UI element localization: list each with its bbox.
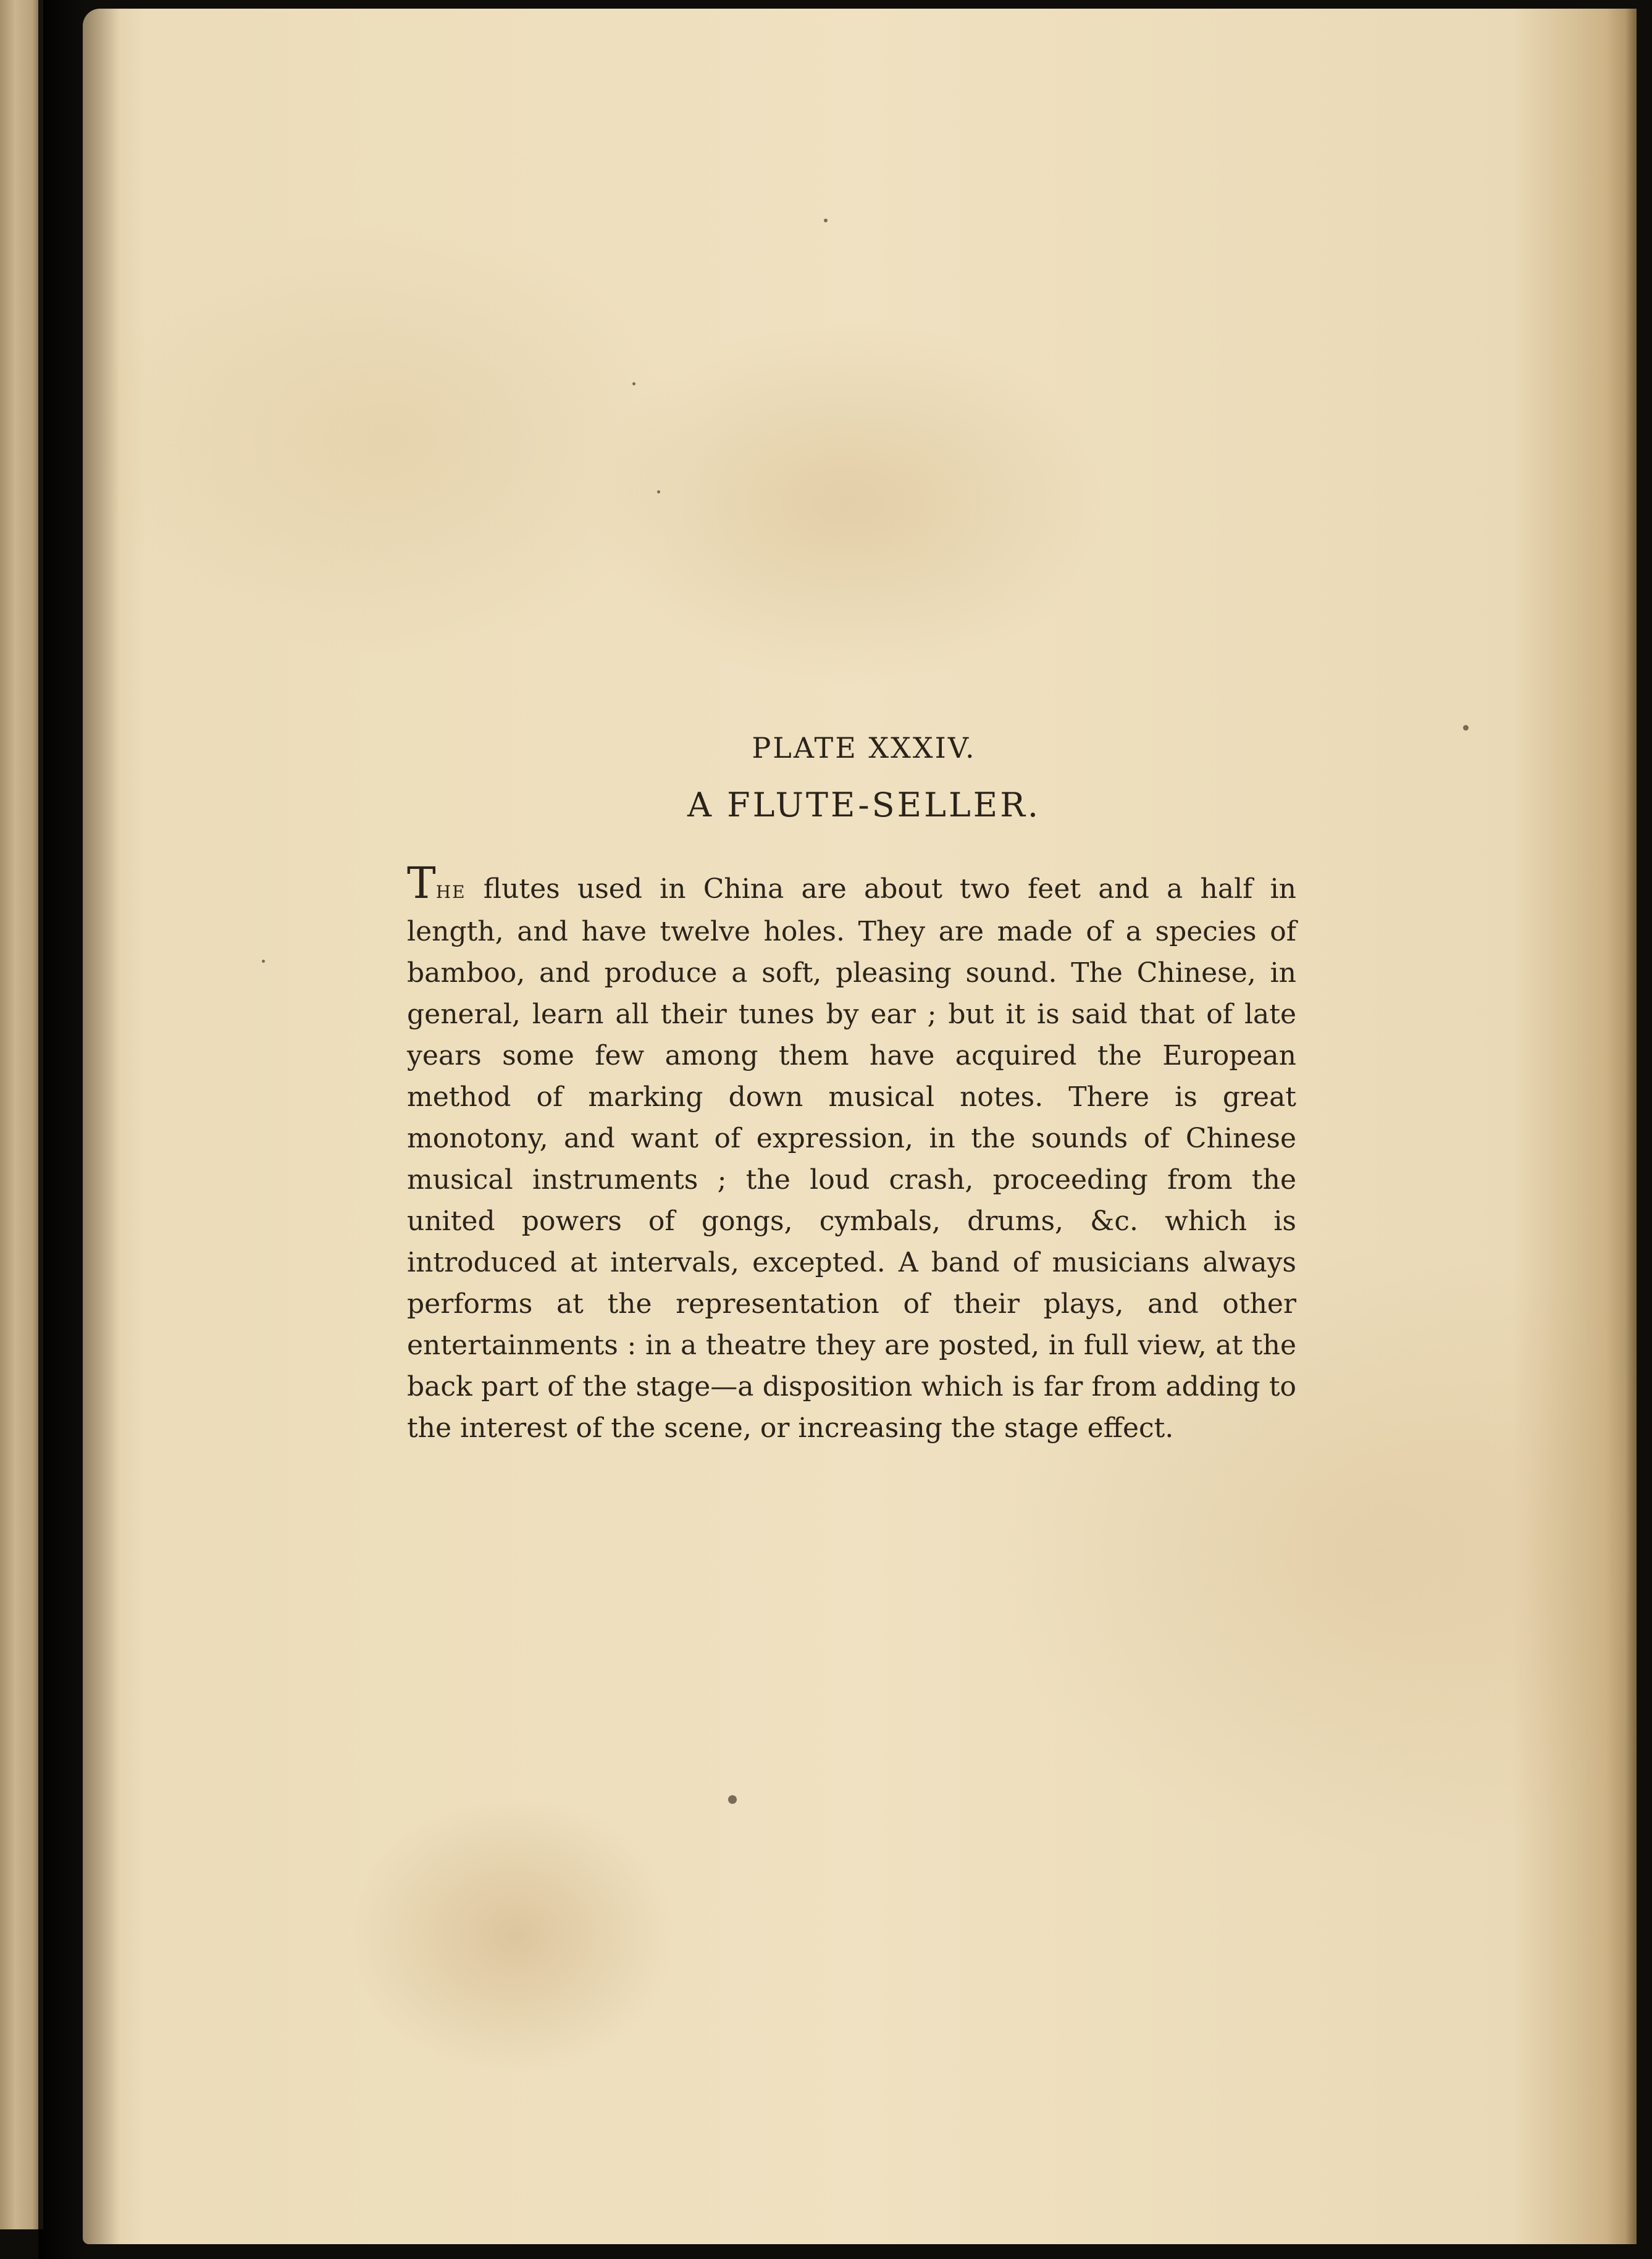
paper-speck	[824, 219, 828, 222]
paper-speck	[632, 382, 635, 385]
plate-title: PLATE XXXIV.	[752, 731, 976, 765]
paper-speck	[728, 1795, 737, 1804]
paper-speck	[262, 960, 265, 963]
facing-page-edge	[0, 0, 43, 2229]
body-text: flutes used in China are about two feet and a half in length, and have twelve holes. They are made of a species of bamboo, and produce a soft, pleasing sound. The Chinese, in general, learn all their tunes by ear ; but it is said that of late years some few among them have acquired the European method of marking down musical notes. There is great monotony, and want of expression, in the sounds of Chinese musical instruments ; the loud crash, proceeding from the united powers of gongs, cymbals, drums, &c. which is introduced at intervals, excepted. A band of musicians always performs at the representation of their plays, and other entertainments : in a theatre they are posted, in full view, at the back part of the stage—a disposition which is far from adding to the interest of the scene, or increasing the stage effect.	[407, 873, 1296, 1444]
small-caps-lead: he	[435, 876, 466, 904]
body-paragraph	[324, 858, 1296, 1449]
paper-speck	[1463, 725, 1469, 731]
paper-speck	[657, 490, 660, 493]
page-edge-right	[1625, 9, 1637, 2244]
subject-title: A FLUTE-SELLER.	[687, 786, 1041, 824]
book-page	[83, 9, 1637, 2244]
page-inner-shadow	[83, 9, 120, 2244]
drop-cap: T	[407, 858, 436, 908]
gutter-shadow	[38, 0, 88, 2259]
text-block	[324, 731, 1312, 1449]
